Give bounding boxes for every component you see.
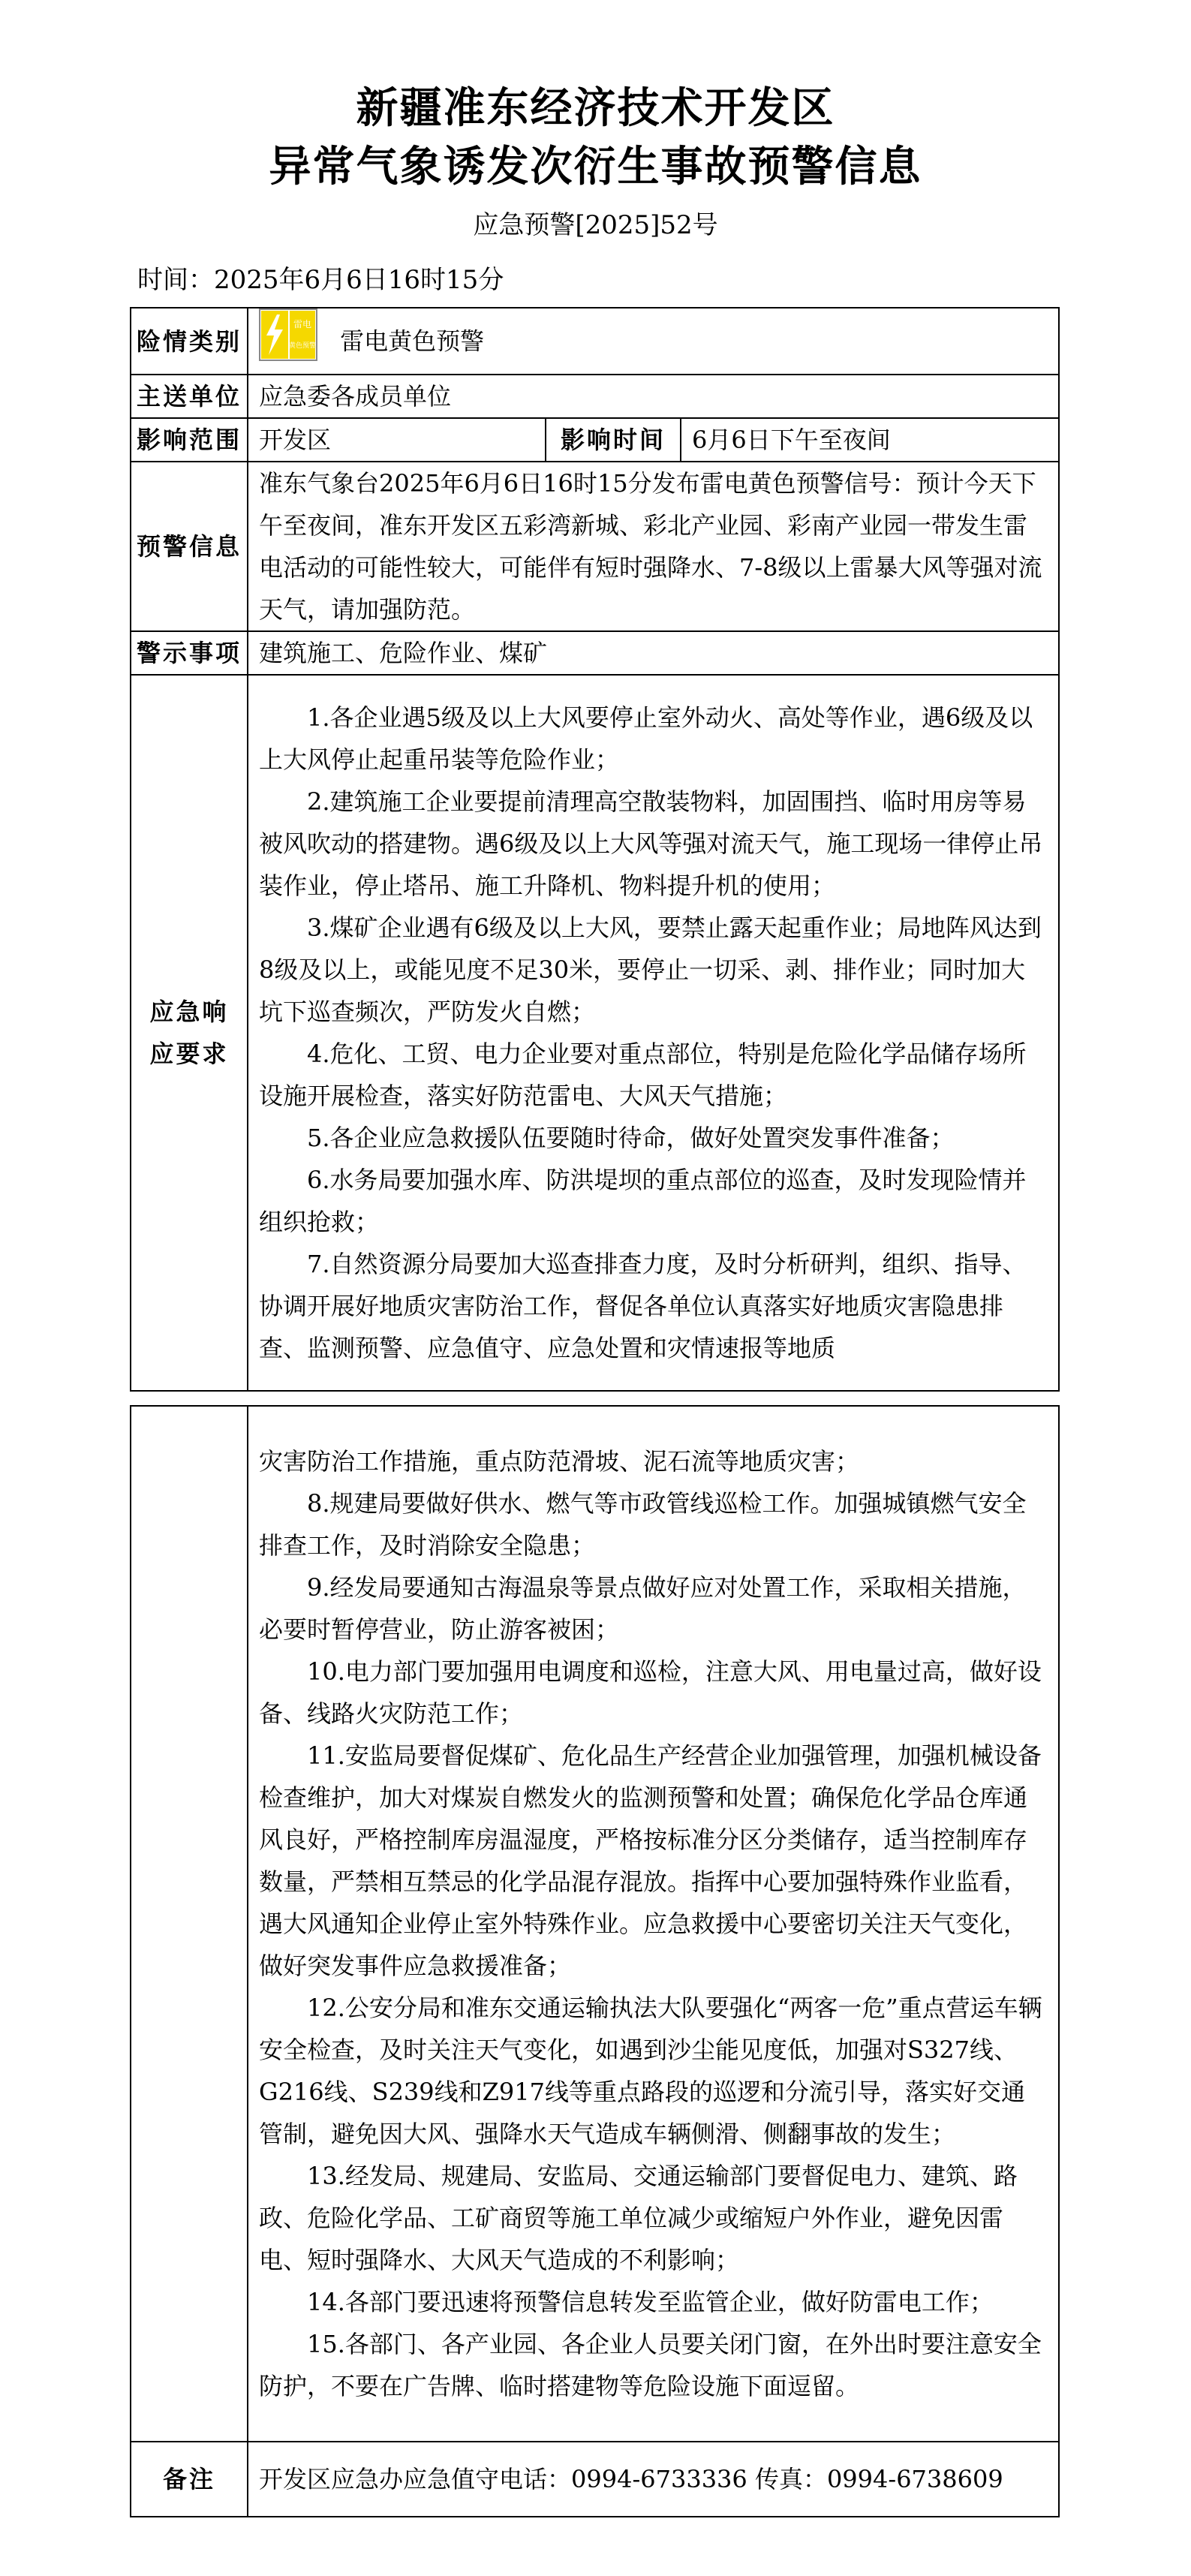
response-item-13: 13.经发局、规建局、安监局、交通运输部门要督促电力、建筑、路政、危险化学品、工矿商贸等施工单位减少或缩短户外作业，避免因雷电、短时强降水、大风天气造成的不利影响； (259, 2162, 1018, 2274)
title-line-1: 新疆准东经济技术开发区 (356, 84, 835, 133)
response-item-1: 1.各企业遇5级及以上大风要停止室外动火、高处等作业，遇6级及以上大风停止起重吊装等危险作业； (259, 703, 1033, 774)
impact-time-value: 6月6日下午至夜间 (681, 418, 1059, 462)
risk-type-label: 险情类别 (131, 308, 248, 375)
recipient-value: 应急委各成员单位 (248, 375, 1059, 418)
response-item-3: 3.煤矿企业遇有6级及以上大风，要禁止露天起重作业；局地阵风达到8级及以上，或能见度不足30米，要停止一切采、剥、排作业；同时加大坑下巡查频次，严防发火自燃； (259, 913, 1042, 1026)
document-number: 应急预警[2025]52号 (473, 210, 718, 240)
response-item-9: 9.经发局要通知古海温泉等景点做好应对处置工作，采取相关措施，必要时暂停营业，防止游客被困； (259, 1573, 1027, 1644)
scope-value: 开发区 (248, 418, 546, 462)
response-item-14: 14.各部门要迅速将预警信息转发至监管企业，做好防雷电工作； (307, 2288, 994, 2316)
warning-info-cell (248, 462, 1059, 631)
response-cell-page1 (248, 675, 1059, 1391)
risk-type-cell (248, 308, 1059, 375)
response-item-5: 5.各企业应急救援队伍要随时待命，做好处置突发事件准备； (307, 1124, 955, 1152)
warning-info-label: 预警信息 (131, 462, 248, 631)
alert-items-value: 建筑施工、危险作业、煤矿 (248, 631, 1059, 675)
warning-table-continued (130, 1405, 1060, 2517)
warning-table (130, 307, 1060, 1392)
response-item-7-continued: 灾害防治工作措施，重点防范滑坡、泥石流等地质灾害； (259, 1447, 860, 1476)
title-line-2: 异常气象诱发次衍生事故预警信息 (269, 143, 922, 191)
response-item-11: 11.安监局要督促煤矿、危化品生产经营企业加强管理，加强机械设备检查维护，加大对煤炭自燃发火的监测预警和处置；确保危化学品仓库通风良好，严格控制库房温湿度，严格按标准分区分类储存，适当控制库存数量，严禁相互禁忌的化学品混存混放。指挥中心要加强特殊作业监看，遇大风通知企业停止室外特殊作业。应急救援中心要密切关注天气变化，做好突发事件应急救援准备； (259, 1741, 1042, 1980)
response-item-7: 7.自然资源分局要加大巡查排查力度，及时分析研判，组织、指导、协调开展好地质灾害防治工作，督促各单位认真落实好地质灾害隐患排查、监测预警、应急值守、应急处置和灾情速报等地质 (259, 1250, 1027, 1362)
impact-time-label: 影响时间 (546, 418, 681, 462)
warning-info-text: 准东气象台2025年6月6日16时15分发布雷电黄色预警信号：预计今天下午至夜间，准东开发区五彩湾新城、彩北产业园、彩南产业园一带发生雷电活动的可能性较大，可能伴有短时强降水、7-8级以上雷暴大风等强对流天气，请加强防范。 (259, 469, 1042, 624)
response-item-8: 8.规建局要做好供水、燃气等市政管线巡检工作。加强城镇燃气安全排查工作，及时消除安全隐患； (259, 1489, 1027, 1560)
alert-items-label: 警示事项 (131, 631, 248, 675)
response-item-2: 2.建筑施工企业要提前清理高空散装物料，加固围挡、临时用房等易被风吹动的搭建物。遇6级及以上大风等强对流天气，施工现场一律停止吊装作业，停止塔吊、施工升降机、物料提升机的使用； (259, 787, 1043, 900)
response-label-continued (131, 1406, 248, 2442)
response-item-15: 15.各部门、各产业园、各企业人员要关闭门窗，在外出时要注意安全防护，不要在广告牌、临时搭建物等危险设施下面逗留。 (259, 2330, 1042, 2400)
remarks-value: 开发区应急办应急值守电话：0994-6733336 传真：0994-6738609 (248, 2442, 1059, 2517)
response-label: 应急响应要求 (131, 675, 248, 1391)
icon-text-bottom: 黄色预警 (288, 342, 317, 350)
response-cell-page2 (248, 1406, 1059, 2442)
response-item-4: 4.危化、工贸、电力企业要对重点部位，特别是危险化学品储存场所设施开展检查，落实好防范雷电、大风天气措施； (259, 1040, 1027, 1110)
recipient-label: 主送单位 (131, 375, 248, 418)
issue-time: 时间：2025年6月6日16时15分 (137, 265, 504, 295)
lightning-yellow-warning-icon (259, 308, 317, 374)
risk-type-value: 雷电黄色预警 (340, 327, 485, 356)
response-item-12: 12.公安分局和准东交通运输执法大队要强化“两客一危”重点营运车辆安全检查，及时关注天气变化，如遇到沙尘能见度低，加强对S327线、G216线、S239线和Z917线等重点路段的巡逻和分流引导，落实好交通管制，避免因大风、强降水天气造成车辆侧滑、侧翻事故的发生； (259, 1994, 1042, 2148)
response-item-6: 6.水务局要加强水库、防洪堤坝的重点部位的巡查，及时发现险情并组织抢救； (259, 1166, 1027, 1236)
scope-label: 影响范围 (131, 418, 248, 462)
icon-text-top: 雷电 (293, 319, 312, 330)
remarks-label: 备注 (131, 2442, 248, 2517)
response-item-10: 10.电力部门要加强用电调度和巡检，注意大风、用电量过高，做好设备、线路火灾防范工作； (259, 1657, 1042, 1728)
